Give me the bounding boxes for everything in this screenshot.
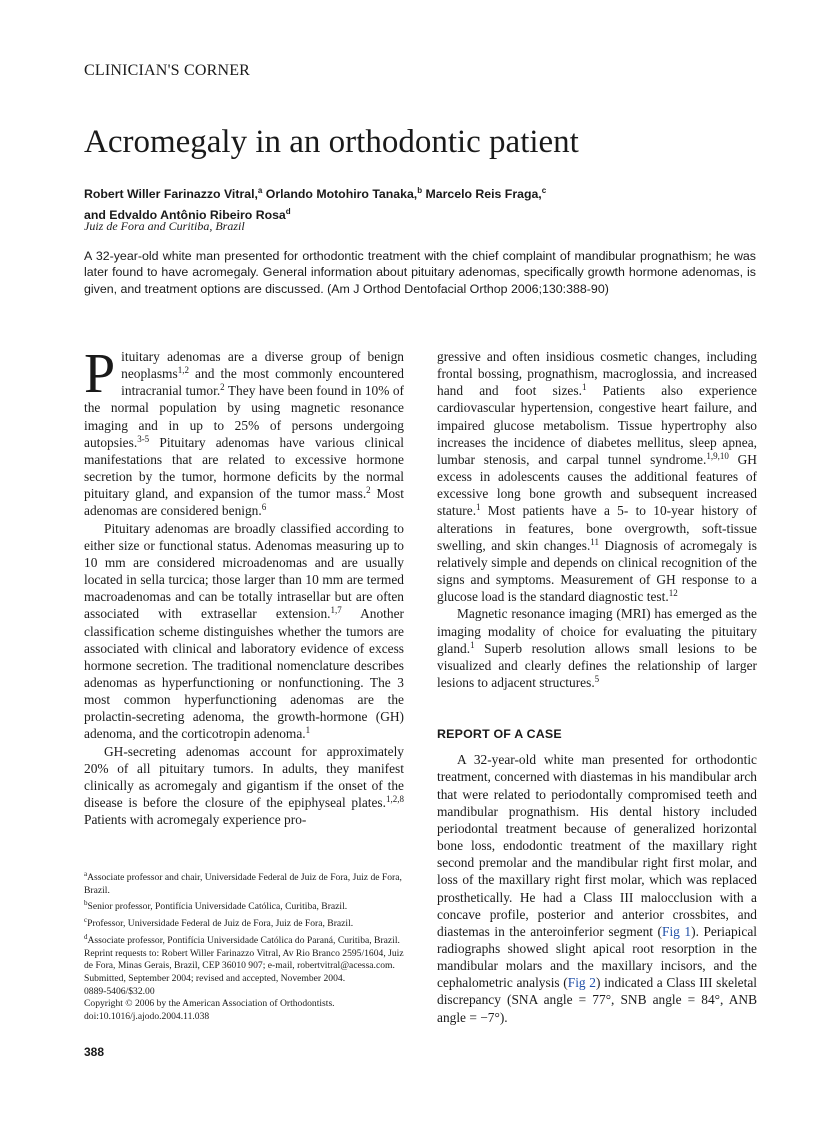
right-column (437, 348, 757, 1026)
drop-cap: P (84, 343, 116, 405)
text: and the most commonly encountered intracranial tumor. (121, 366, 404, 399)
citation: 1 (581, 382, 587, 393)
text: Most patients have a 5- to 10-year history of alterations in features, bone overgrowth, soft-tissue swelling, and skin changes. (437, 503, 757, 553)
text: Another classification scheme distinguishes whether the tumors are associated with clinical and laboratory evidence of excess hormone secretion. The traditional nomenclature describes adenomas as hyperfunctioning or nonfunctioning. The 3 most common hyperfunctioning adenomas are the prolactin-secreting adenoma, the growth-hormone (GH) adenoma, and the corticotropin adenoma. (84, 606, 404, 742)
text: Patients also experience cardiovascular hypertension, congestive heart failure, and impaired glucose metabolism. Tissue hypertrophy also increases the incidence of diabetes mellitus, sleep apnea, lumbar stenosis, and carpal tunnel syndrome. (437, 383, 758, 467)
paragraph (437, 348, 757, 605)
issn: 0889-5406/$32.00 (84, 985, 155, 997)
footnotes (84, 868, 406, 1023)
citation: 5 (594, 673, 600, 684)
text: Associate professor, Pontifícia Universidade Católica do Paraná, Curitiba, Brazil. (87, 935, 400, 947)
paragraph (84, 743, 404, 829)
citation: 2 (220, 382, 225, 393)
text: Pituitary adenomas are broadly classified according to either size or functional status. Adenomas measuring up to 10 mm are considered microadenomas and are usually located in sella turcica; those larger than 10 mm are termed macroadenomas and can be totally intrasellar but are often associated with extrasellar extension. (84, 520, 404, 622)
text: Associate professor and chair, Universidade Federal de Juiz de Fora, Juiz de Fora, Brazil. (84, 872, 402, 896)
citation: 11 (590, 536, 599, 547)
text: ) indicated a Class III skeletal discrepancy (SNA angle = 77°, SNB angle = 84°, ANB angle = −7°). (437, 975, 758, 1025)
text: Magnetic resonance imaging (MRI) has emerged as the imaging modality of choice for evaluating the pituitary gland. (437, 606, 757, 656)
text: Professor, Universidade Federal de Juiz de Fora, Juiz de Fora, Brazil. (87, 918, 354, 930)
footnote (84, 868, 406, 897)
footnote-marker: b (84, 899, 88, 908)
affil-marker: a (257, 186, 263, 195)
text: ). Periapical radiographs showed slight apical root resorption in the mandibular molars and the maxillary incisors, and the cephalometric analysis ( (437, 923, 757, 991)
reprint-note: Reprint requests to: Robert Willer Farinazzo Vitral, Av Rio Branco 2595/1604, Juiz de Fora, Minas Gerais, Brazil, CEP 36010 907; e-mail, robertvitral@acessa.com. (84, 947, 404, 972)
citation: 3-5 (137, 433, 150, 444)
affiliation: Juiz de Fora and Curitiba, Brazil (84, 219, 245, 233)
figure-link[interactable]: Fig 1 (662, 923, 692, 939)
citation: 1,2 (177, 365, 189, 376)
citation: 2 (366, 485, 371, 496)
author-name: and Edvaldo Antônio Ribeiro Rosa (84, 208, 286, 223)
citation: 1,2,8 (386, 794, 404, 805)
author-name: Marcelo Reis Fraga, (422, 187, 542, 202)
text: gressive and often insidious cosmetic changes, including frontal bossing, prognathism, macroglossia, and increased hand and foot sizes. (437, 349, 757, 399)
left-column (84, 343, 404, 828)
citation: 1 (470, 639, 475, 650)
article-title: Acromegaly in an orthodontic patient (84, 124, 579, 160)
text: Pituitary adenomas have various clinical manifestations that are related to excessive hormone secretion by the tumor, hormone deficits by the normal pituitary gland, and expansion of the tumor mass. (84, 434, 404, 502)
doi[interactable]: doi:10.1016/j.ajodo.2004.11.038 (84, 1010, 210, 1022)
citation: 1,7 (330, 605, 342, 616)
paragraph (437, 751, 757, 1026)
author-list (84, 182, 724, 224)
page-number: 388 (84, 1045, 105, 1059)
text: A 32-year-old white man presented for orthodontic treatment, concerned with diastemas in his mandibular arch that were related to periodontally compromised teeth and mandibular prognathism. His dental history included periodontal treatment because of generalized horizontal bone loss, endodontic treatment of the maxillary right second premolar and the mandibular right first molar, and loss of the maxillary right first molar, which was replaced prosthetically. He had a Class III malocclusion with a concave profile, posterior and anterior crossbites, and diastemas in the anteroinferior segment ( (437, 752, 757, 939)
section-heading: REPORT OF A CASE (437, 727, 562, 742)
citation: 1,9,10 (706, 450, 729, 461)
paragraph (437, 605, 757, 691)
text: Diagnosis of acromegaly is relatively simple and depends on clinical recognition of the signs and symptoms. Measurement of GH response to a glucose load is the standard diagnostic test. (437, 537, 757, 605)
text: GH excess in adolescents causes the additional features of excessive long bone growth and subsequent increased stature. (437, 451, 757, 519)
citation: 6 (261, 502, 267, 513)
citation: 12 (668, 588, 678, 599)
text: ituitary adenomas are a diverse group of benign neoplasms (121, 349, 404, 382)
paragraph (84, 343, 404, 520)
affil-marker: b (417, 186, 423, 195)
footnote (84, 931, 406, 948)
footnote (84, 914, 406, 931)
paragraph (84, 520, 404, 743)
affil-marker: d (285, 207, 291, 217)
author-name: Robert Willer Farinazzo Vitral, (84, 187, 258, 202)
citation: 1 (305, 725, 311, 736)
text: Patients with acromegaly experience pro- (84, 812, 307, 828)
text: GH-secreting adenomas account for approximately 20% of all pituitary tumors. In adults, they manifest clinically as acromegaly and gigantism if the onset of the disease is before the closure of the epiphyseal plates. (84, 743, 404, 811)
text: Superb resolution allows small lesions to be visualized and clearly defines the relationship of larger lesions to adjacent structures. (437, 640, 757, 690)
affil-marker: c (541, 186, 547, 195)
text: Senior professor, Pontifícia Universidade Católica, Curitiba, Brazil. (87, 901, 348, 913)
abstract: A 32-year-old white man presented for orthodontic treatment with the chief complaint of mandibular prognathism; he was later found to have acromegaly. General information about pituitary adenomas, specifically growth hormone adenomas, is given, and treatment options are discussed. (Am J Orthod Dentofacial Orthop 2006;130:388-90) (84, 249, 756, 296)
copyright: Copyright © 2006 by the American Association of Orthodontists. (84, 998, 335, 1010)
footnote-marker: a (84, 870, 88, 878)
submission-note: Submitted, September 2004; revised and accepted, November 2004. (84, 972, 346, 984)
figure-link[interactable]: Fig 2 (567, 975, 596, 991)
footnote-marker: d (84, 932, 88, 941)
author-name: Orlando Motohiro Tanaka, (262, 187, 418, 202)
footnote (84, 897, 406, 914)
section-label: CLINICIAN'S CORNER (84, 62, 251, 79)
footnote-marker: c (84, 916, 88, 925)
citation: 1 (476, 502, 481, 513)
text: They have been found in 10% of the normal population by using magnetic resonance imaging and in up to 25% of persons undergoing autopsies. (84, 383, 404, 450)
text: Most adenomas are considered benign. (84, 486, 404, 519)
